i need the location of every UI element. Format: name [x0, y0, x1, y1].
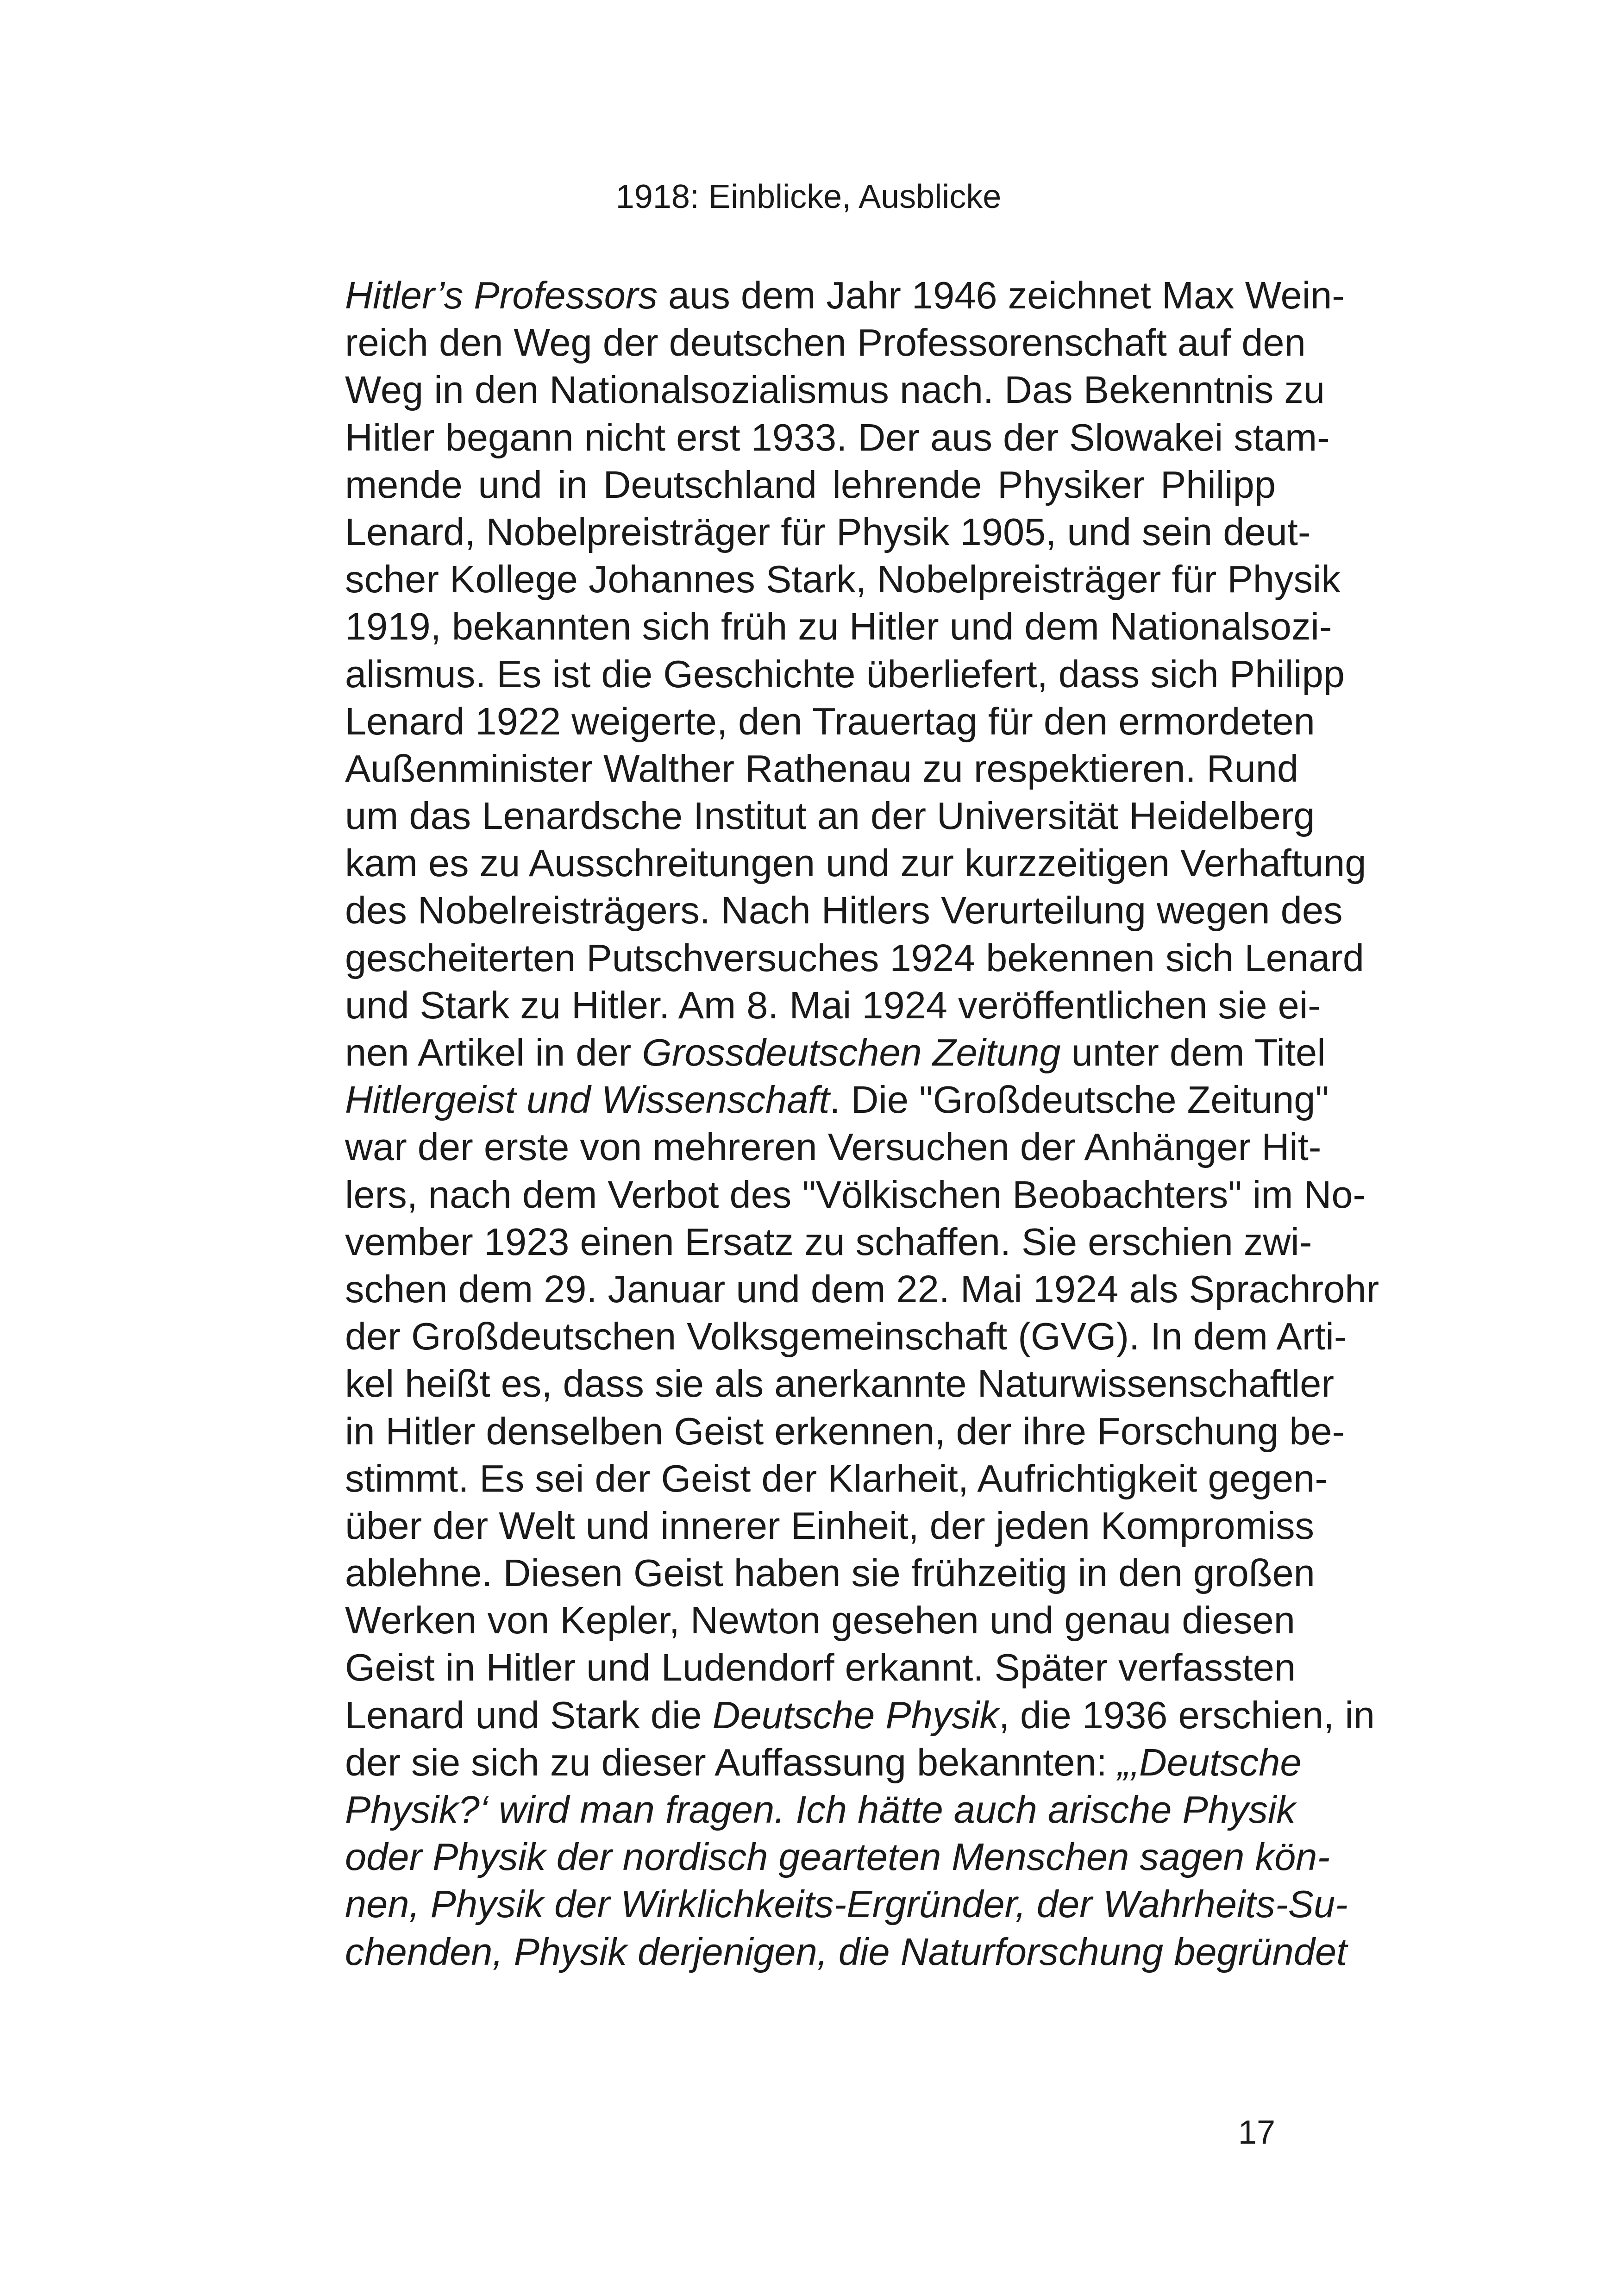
- text-line: [345, 414, 1330, 461]
- text-run: der Großdeutschen Volksgemeinschaft (GVG). In dem Arti-: [345, 1315, 1347, 1358]
- text-run: Werken von Kepler, Newton gesehen und genau diesen: [345, 1599, 1295, 1642]
- text-line: [345, 366, 1325, 414]
- text-line: [345, 698, 1315, 745]
- text-line: [345, 651, 1345, 698]
- page-number: 17: [1238, 2114, 1275, 2151]
- text-run: alismus. Es ist die Geschichte überliefert, dass sich Philipp: [345, 652, 1345, 696]
- text-run: lers, nach dem Verbot des "Völkischen Beobachters" im No-: [345, 1173, 1366, 1216]
- italic-text: chenden, Physik derjenigen, die Naturforschung begründet: [345, 1930, 1348, 1973]
- text-line: [345, 745, 1299, 792]
- text-run: nen Artikel in der: [345, 1031, 642, 1074]
- italic-text: oder Physik der nordisch gearteten Menschen sagen kön-: [345, 1835, 1330, 1879]
- text-line: [345, 840, 1366, 887]
- text-line: [345, 1218, 1312, 1266]
- italic-text: „‚Deutsche: [1117, 1740, 1302, 1784]
- italic-text: Physik?‘ wird man fragen. Ich hätte auch arische Physik: [345, 1788, 1296, 1831]
- text-line: [345, 556, 1341, 603]
- text-line: [345, 1076, 1329, 1123]
- text-run: Außenminister Walther Rathenau zu respektieren. Rund: [345, 747, 1299, 790]
- text-line: [345, 1123, 1322, 1171]
- text-line: [345, 1597, 1295, 1644]
- text-run: um das Lenardsche Institut an der Universität Heidelberg: [345, 794, 1315, 838]
- text-line: [345, 982, 1321, 1029]
- text-line: [345, 272, 1345, 319]
- text-run: . Die "Großdeutsche Zeitung": [829, 1078, 1329, 1122]
- text-line: [345, 461, 1276, 508]
- italic-text: Deutsche Physik: [712, 1693, 999, 1737]
- italic-text: Grossdeutschen Zeitung: [642, 1031, 1061, 1074]
- text-run: mende und in Deutschland lehrende Physiker Philipp: [345, 463, 1276, 506]
- text-line: [345, 1549, 1315, 1597]
- text-line: [345, 1266, 1379, 1313]
- running-head: 1918: Einblicke, Ausblicke: [615, 178, 1002, 215]
- text-run: scher Kollege Johannes Stark, Nobelpreisträger für Physik: [345, 558, 1341, 601]
- italic-text: Hitlergeist und Wissenschaft: [345, 1078, 830, 1122]
- text-run: 1919, bekannten sich früh zu Hitler und dem Nationalsozi-: [345, 605, 1332, 648]
- text-line: [345, 508, 1311, 556]
- text-line: [345, 1408, 1345, 1455]
- text-run: kam es zu Ausschreitungen und zur kurzzeitigen Verhaftung: [345, 841, 1366, 885]
- text-line: [345, 1928, 1348, 1976]
- text-run: war der erste von mehreren Versuchen der Anhänger Hit-: [345, 1125, 1322, 1169]
- text-line: [345, 1881, 1348, 1928]
- text-line: [345, 1360, 1334, 1407]
- text-run: Lenard und Stark die: [345, 1693, 713, 1737]
- text-run: aus dem Jahr 1946 zeichnet Max Wein-: [657, 274, 1345, 317]
- text-line: [345, 1029, 1326, 1076]
- text-run: Weg in den Nationalsozialismus nach. Das Bekenntnis zu: [345, 368, 1325, 412]
- text-run: Geist in Hitler und Ludendorf erkannt. Später verfassten: [345, 1646, 1296, 1689]
- text-run: stimmt. Es sei der Geist der Klarheit, Aufrichtigkeit gegen-: [345, 1456, 1328, 1500]
- text-run: vember 1923 einen Ersatz zu schaffen. Sie erschien zwi-: [345, 1220, 1312, 1263]
- text-line: [345, 1739, 1302, 1786]
- text-run: Lenard, Nobelpreisträger für Physik 1905, und sein deut-: [345, 510, 1311, 553]
- text-run: schen dem 29. Januar und dem 22. Mai 1924 als Sprachrohr: [345, 1267, 1379, 1311]
- text-run: in Hitler denselben Geist erkennen, der ihre Forschung be-: [345, 1409, 1345, 1453]
- text-run: ablehne. Diesen Geist haben sie frühzeitig in den großen: [345, 1551, 1315, 1595]
- text-run: der sie sich zu dieser Auffassung bekannten:: [345, 1740, 1118, 1784]
- text-line: [345, 887, 1343, 934]
- text-line: [345, 603, 1332, 650]
- text-run: Hitler begann nicht erst 1933. Der aus der Slowakei stam-: [345, 415, 1330, 459]
- text-line: [345, 1786, 1296, 1833]
- text-line: [345, 319, 1306, 366]
- text-line: [345, 935, 1364, 982]
- text-run: unter dem Titel: [1060, 1031, 1326, 1074]
- text-run: gescheiterten Putschversuches 1924 bekennen sich Lenard: [345, 936, 1364, 979]
- text-run: und Stark zu Hitler. Am 8. Mai 1924 veröffentlichen sie ei-: [345, 983, 1321, 1027]
- text-line: [345, 1313, 1347, 1360]
- text-run: reich den Weg der deutschen Professorenschaft auf den: [345, 321, 1306, 364]
- text-run: Lenard 1922 weigerte, den Trauertag für den ermordeten: [345, 699, 1315, 743]
- text-run: kel heißt es, dass sie als anerkannte Naturwissenschaftler: [345, 1362, 1334, 1405]
- body-text: [345, 272, 1379, 1976]
- text-line: [345, 1171, 1366, 1218]
- text-run: über der Welt und innerer Einheit, der jeden Kompromiss: [345, 1504, 1314, 1547]
- text-line: [345, 1644, 1296, 1691]
- text-line: [345, 1455, 1328, 1502]
- text-run: , die 1936 erschien, in: [998, 1693, 1375, 1737]
- text-line: [345, 1502, 1314, 1549]
- italic-text: nen, Physik der Wirklichkeits-Ergründer, der Wahrheits-Su-: [345, 1882, 1348, 1926]
- text-line: [345, 792, 1315, 840]
- text-run: des Nobelreisträgers. Nach Hitlers Verurteilung wegen des: [345, 889, 1343, 932]
- text-line: [345, 1692, 1375, 1739]
- italic-text: Hitler’s Professors: [345, 274, 658, 317]
- text-line: [345, 1833, 1330, 1881]
